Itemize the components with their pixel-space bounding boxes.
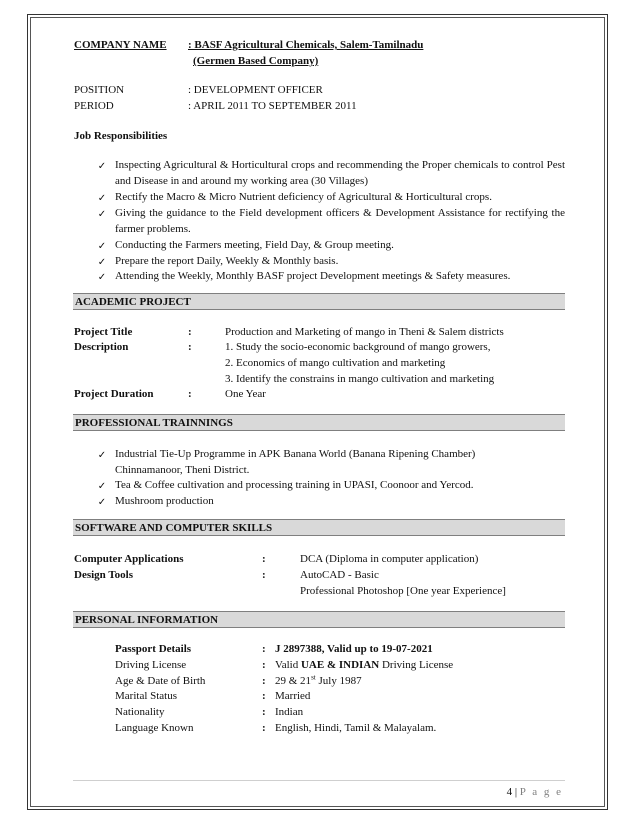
job-responsibilities-heading: Job Responsibilities — [74, 130, 168, 142]
company-name-value: : BASF Agricultural Chemicals, Salem-Tamilnadu — [188, 39, 424, 51]
driving-license-label: Driving License — [115, 659, 187, 671]
company-name-label: COMPANY NAME — [74, 39, 167, 51]
professional-trainings-heading: PROFESSIONAL TRAINNINGS — [73, 415, 565, 431]
design-tools-label: Design Tools — [74, 569, 133, 581]
project-title-label: Project Title — [74, 326, 133, 338]
page-number: 4 | P a g e — [506, 786, 563, 798]
description-line: 1. Study the socio-economic background of mango growers, — [225, 341, 491, 353]
checkmark-icon: ✓ — [97, 257, 107, 268]
design-tools-value: Professional Photoshop [One year Experience] — [300, 585, 506, 597]
list-item: Attending the Weekly, Monthly BASF project Development meetings & Safety measures. — [115, 270, 511, 282]
list-item: Giving the guidance to the Field development officers & Development Assistance for rectifying the farmer problems. — [115, 207, 565, 235]
colon: : — [262, 675, 266, 687]
colon: : — [262, 722, 266, 734]
colon: : — [262, 690, 266, 702]
age-dob-value: 29 & 21st July 1987 — [275, 673, 362, 687]
colon: : — [262, 659, 266, 671]
academic-project-heading: ACADEMIC PROJECT — [73, 294, 565, 310]
marital-status-value: Married — [275, 690, 311, 702]
list-item: Industrial Tie-Up Programme in APK Banana World (Banana Ripening Chamber) Chinnamanoor, Theni District. — [115, 448, 476, 476]
checkmark-icon: ✓ — [97, 193, 107, 204]
computer-applications-value: DCA (Diploma in computer application) — [300, 553, 479, 565]
nationality-value: Indian — [275, 706, 304, 718]
list-item: Inspecting Agricultural & Horticultural crops and recommending the Proper chemicals to control Pest and Disease in and around my working area (30 Villages) — [115, 159, 565, 187]
position-value: : DEVELOPMENT OFFICER — [188, 84, 323, 96]
marital-status-label: Marital Status — [115, 690, 178, 702]
company-subtitle: (Germen Based Company) — [193, 55, 319, 67]
list-item: Tea & Coffee cultivation and processing training in UPASI, Coonoor and Yercod. — [115, 479, 474, 491]
colon: : — [262, 553, 266, 565]
driving-license-value: Valid UAE & INDIAN Driving License — [275, 659, 454, 671]
position-label: POSITION — [74, 84, 125, 96]
language-value: English, Hindi, Tamil & Malayalam. — [275, 722, 437, 734]
design-tools-value: AutoCAD - Basic — [300, 569, 379, 581]
project-duration-value: One Year — [225, 388, 266, 400]
list-item: Mushroom production — [115, 495, 214, 507]
language-label: Language Known — [115, 722, 194, 734]
passport-label: Passport Details — [115, 643, 192, 655]
description-line: 2. Economics of mango cultivation and marketing — [225, 357, 446, 369]
colon: : — [262, 569, 266, 581]
colon: : — [188, 341, 192, 353]
colon: : — [262, 706, 266, 718]
list-item: Rectify the Macro & Micro Nutrient deficiency of Agricultural & Horticultural crops. — [115, 191, 492, 203]
age-dob-label: Age & Date of Birth — [115, 675, 206, 687]
personal-information-heading: PERSONAL INFORMATION — [73, 612, 565, 628]
colon: : — [188, 326, 192, 338]
checkmark-icon: ✓ — [97, 497, 107, 508]
checkmark-icon: ✓ — [97, 209, 107, 220]
computer-applications-label: Computer Applications — [74, 553, 184, 565]
description-line: 3. Identify the constrains in mango cultivation and marketing — [225, 373, 495, 385]
checkmark-icon: ✓ — [97, 450, 107, 461]
project-title-value: Production and Marketing of mango in Theni & Salem districts — [225, 326, 504, 338]
list-item: Prepare the report Daily, Weekly & Monthly basis. — [115, 255, 339, 267]
checkmark-icon: ✓ — [97, 161, 107, 172]
project-duration-label: Project Duration — [74, 388, 154, 400]
checkmark-icon: ✓ — [97, 272, 107, 283]
passport-value: J 2897388, Valid up to 19-07-2021 — [275, 643, 433, 655]
checkmark-icon: ✓ — [97, 481, 107, 492]
footer-divider — [73, 780, 565, 781]
period-label: PERIOD — [74, 100, 114, 112]
colon: : — [188, 388, 192, 400]
nationality-label: Nationality — [115, 706, 165, 718]
colon: : — [262, 643, 266, 655]
period-value: : APRIL 2011 TO SEPTEMBER 2011 — [188, 100, 357, 112]
software-skills-heading: SOFTWARE AND COMPUTER SKILLS — [73, 520, 565, 536]
checkmark-icon: ✓ — [97, 241, 107, 252]
description-label: Description — [74, 341, 129, 353]
list-item: Conducting the Farmers meeting, Field Day, & Group meeting. — [115, 239, 394, 251]
